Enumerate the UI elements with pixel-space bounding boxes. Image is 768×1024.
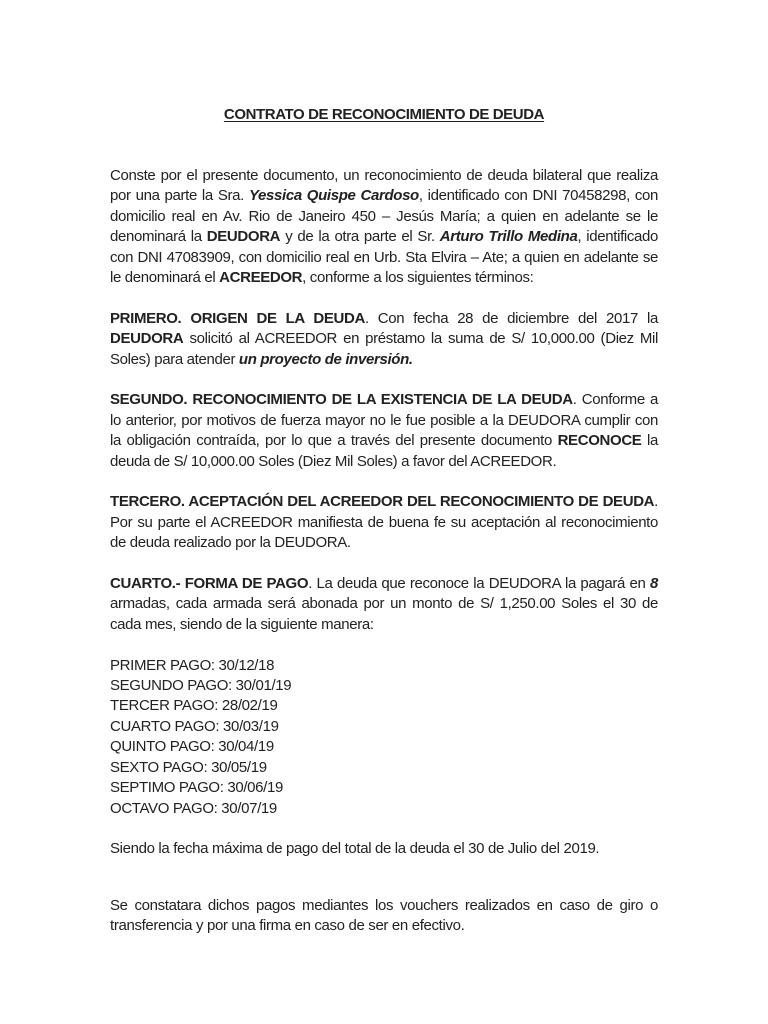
clause-second	[110, 390, 658, 472]
intro-text-1: Conste por el presente documento, un reconocimiento de deuda bilateral que realiza por una parte la Sra.	[110, 167, 658, 205]
debtor-name: Yessica Quispe Cardoso	[248, 187, 419, 205]
clause-fourth-emphasis: 8	[650, 575, 659, 593]
deadline-paragraph: Siendo la fecha máxima de pago del total de la deuda el 30 de Julio del 2019.	[110, 840, 600, 858]
document-title: CONTRATO DE RECONOCIMIENTO DE DEUDA	[223, 106, 545, 123]
intro-text-4: , identificado con DNI 47083909, con domicilio real en Urb. Sta Elvira – Ate; a quien en adelante se le denominará el	[110, 228, 658, 287]
clause-second-heading: SEGUNDO. RECONOCIMIENTO DE LA EXISTENCIA DE LA DEUDA	[110, 391, 573, 409]
creditor-name: Arturo Trillo Medina	[439, 228, 578, 246]
payment-item: OCTAVO PAGO: 30/07/19	[110, 799, 277, 817]
intro-paragraph	[110, 166, 658, 288]
clause-third	[110, 492, 658, 553]
clause-first-bold: DEUDORA	[110, 330, 184, 348]
clause-first-heading: PRIMERO. ORIGEN DE LA DEUDA	[110, 309, 365, 327]
payment-schedule	[110, 656, 658, 819]
clause-fourth-heading: CUARTO.- FORMA DE PAGO	[110, 575, 309, 593]
clause-third-heading: TERCERO. ACEPTACIÓN DEL ACREEDOR DEL RECONOCIMIENTO DE DEUDA	[110, 493, 655, 511]
clause-first	[110, 309, 658, 370]
payment-item: SEPTIMO PAGO: 30/06/19	[110, 779, 283, 797]
payment-item: QUINTO PAGO: 30/04/19	[110, 738, 274, 756]
debtor-role: DEUDORA	[206, 228, 281, 246]
intro-text-2: , identificado con DNI 70458298, con domicilio real en Av. Rio de Janeiro 450 – Jesús María; a quien en adelante se le denominará la	[110, 187, 658, 246]
payment-item: TERCER PAGO: 28/02/19	[110, 697, 278, 715]
clause-fourth-text-2: armadas, cada armada será abonada por un monto de S/ 1,250.00 Soles el 30 de cada mes, siendo de la siguiente manera:	[110, 595, 658, 633]
payment-item: CUARTO PAGO: 30/03/19	[110, 717, 279, 735]
payment-item: SEXTO PAGO: 30/05/19	[110, 758, 267, 776]
clause-third-text-1: . Por su parte el ACREEDOR manifiesta de buena fe su aceptación al reconocimiento de deuda realizado por la DEUDORA.	[110, 493, 658, 552]
creditor-role: ACREEDOR	[219, 269, 303, 287]
clause-fourth-text-1: . La deuda que reconoce la DEUDORA la pagará en	[308, 575, 651, 593]
payment-item: SEGUNDO PAGO: 30/01/19	[110, 677, 292, 695]
verification-paragraph: Se constatara dichos pagos mediantes los vouchers realizados en caso de giro o transferencia y por una firma en caso de ser en efectivo.	[110, 896, 658, 935]
clause-second-text-1: . Conforme a lo anterior, por motivos de fuerza mayor no le fue posible a la DEUDORA cumplir con la obligación contraída, por lo que a través del presente documento	[110, 391, 658, 450]
payment-item: PRIMER PAGO: 30/12/18	[110, 656, 275, 674]
clause-second-text-2: la deuda de S/ 10,000.00 Soles (Diez Mil Soles) a favor del ACREEDOR.	[110, 432, 659, 470]
clause-first-text-2: solicitó al ACREEDOR en préstamo la suma de S/ 10,000.00 (Diez Mil Soles) para atender	[110, 330, 658, 368]
clause-fourth	[110, 574, 658, 635]
clause-first-emphasis: un proyecto de inversión.	[238, 350, 413, 368]
clause-first-text-1: . Con fecha 28 de diciembre del 2017 la	[364, 309, 658, 327]
clause-second-bold: RECONOCE	[557, 432, 642, 450]
intro-text-5: , conforme a los siguientes términos:	[302, 269, 534, 287]
document-body	[110, 166, 658, 937]
intro-text-3: y de la otra parte el Sr.	[280, 228, 440, 246]
